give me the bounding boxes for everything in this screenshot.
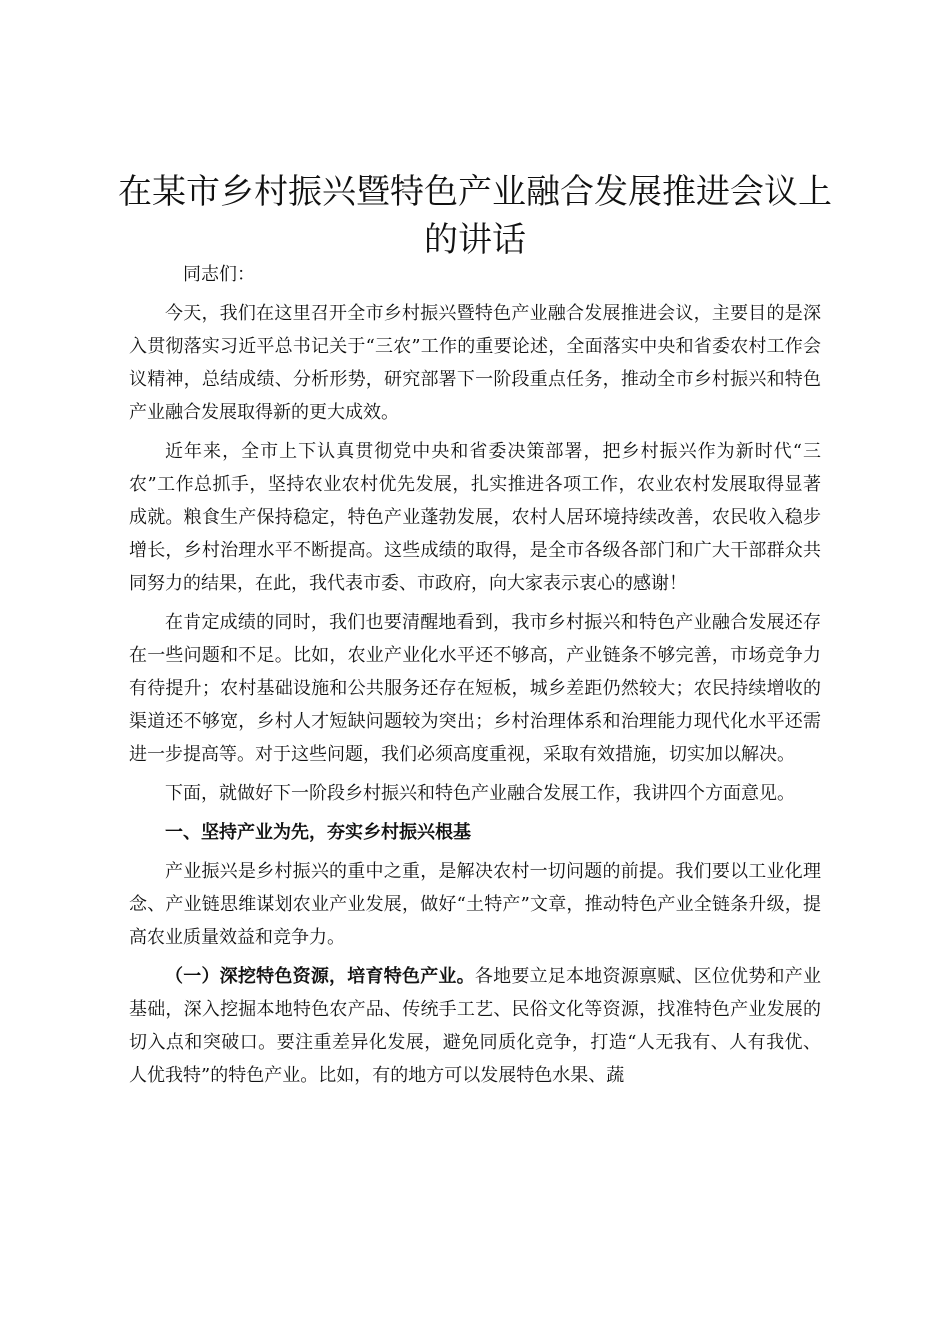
subsection-1-text: 各地要立足本地资源禀赋、区位优势和产业基础，深入挖掘本地特色农产品、传统手工艺、民俗文化等资源，找准特色产业发展的切入点和突破口。要注重差异化发展，避免同质化竞争，打造“人无我有、人有我优、人优我特”的特色产业。比如，有的地方可以发展特色水果、蔬	[129, 966, 822, 1086]
document-title: 在某市乡村振兴暨特色产业融合发展推进会议上的讲话	[118, 172, 832, 260]
section-1-intro: 产业振兴是乡村振兴的重中之重，是解决农村一切问题的前提。我们要以工业化理念、产业链思维谋划农业产业发展，做好“土特产”文章，推动特色产业全链条升级，提高农业质量效益和竞争力。	[129, 861, 821, 948]
paragraph-problems: 在肯定成绩的同时，我们也要清醒地看到，我市乡村振兴和特色产业融合发展还存在一些问题和不足。比如，农业产业化水平还不够高，产业链条不够完善，市场竞争力有待提升；农村基础设施和公共服务还存在短板，城乡差距仍然较大；农民持续增收的渠道还不够宽，乡村人才短缺问题较为突出；乡村治理体系和治理能力现代化水平还需进一步提高等。对于这些问题，我们必须高度重视，采取有效措施，切实加以解决。	[129, 612, 821, 765]
paragraph-opening: 今天，我们在这里召开全市乡村振兴暨特色产业融合发展推进会议，主要目的是深入贯彻落实习近平总书记关于“三农”工作的重要论述，全面落实中央和省委农村工作会议精神，总结成绩、分析形势，研究部署下一阶段重点任务，推动全市乡村振兴和特色产业融合发展取得新的更大成效。	[129, 303, 821, 423]
paragraph-transition: 下面，就做好下一阶段乡村振兴和特色产业融合发展工作，我讲四个方面意见。	[165, 783, 795, 804]
paragraph-achievements: 近年来，全市上下认真贯彻党中央和省委决策部署，把乡村振兴作为新时代“三农”工作总抓手，坚持农业农村优先发展，扎实推进各项工作，农业农村发展取得显著成就。粮食生产保持稳定，特色产业蓬勃发展，农村人居环境持续改善，农民收入稳步增长，乡村治理水平不断提高。这些成绩的取得，是全市各级各部门和广大干部群众共同努力的结果，在此，我代表市委、市政府，向大家表示衷心的感谢！	[129, 441, 821, 594]
greeting: 同志们：	[183, 264, 255, 285]
subsection-1-lead: （一）深挖特色资源，培育特色产业。	[165, 966, 475, 987]
document-body	[129, 258, 821, 1092]
subsection-1	[129, 960, 821, 1092]
section-heading-1: 一、坚持产业为先，夯实乡村振兴根基	[165, 822, 471, 843]
